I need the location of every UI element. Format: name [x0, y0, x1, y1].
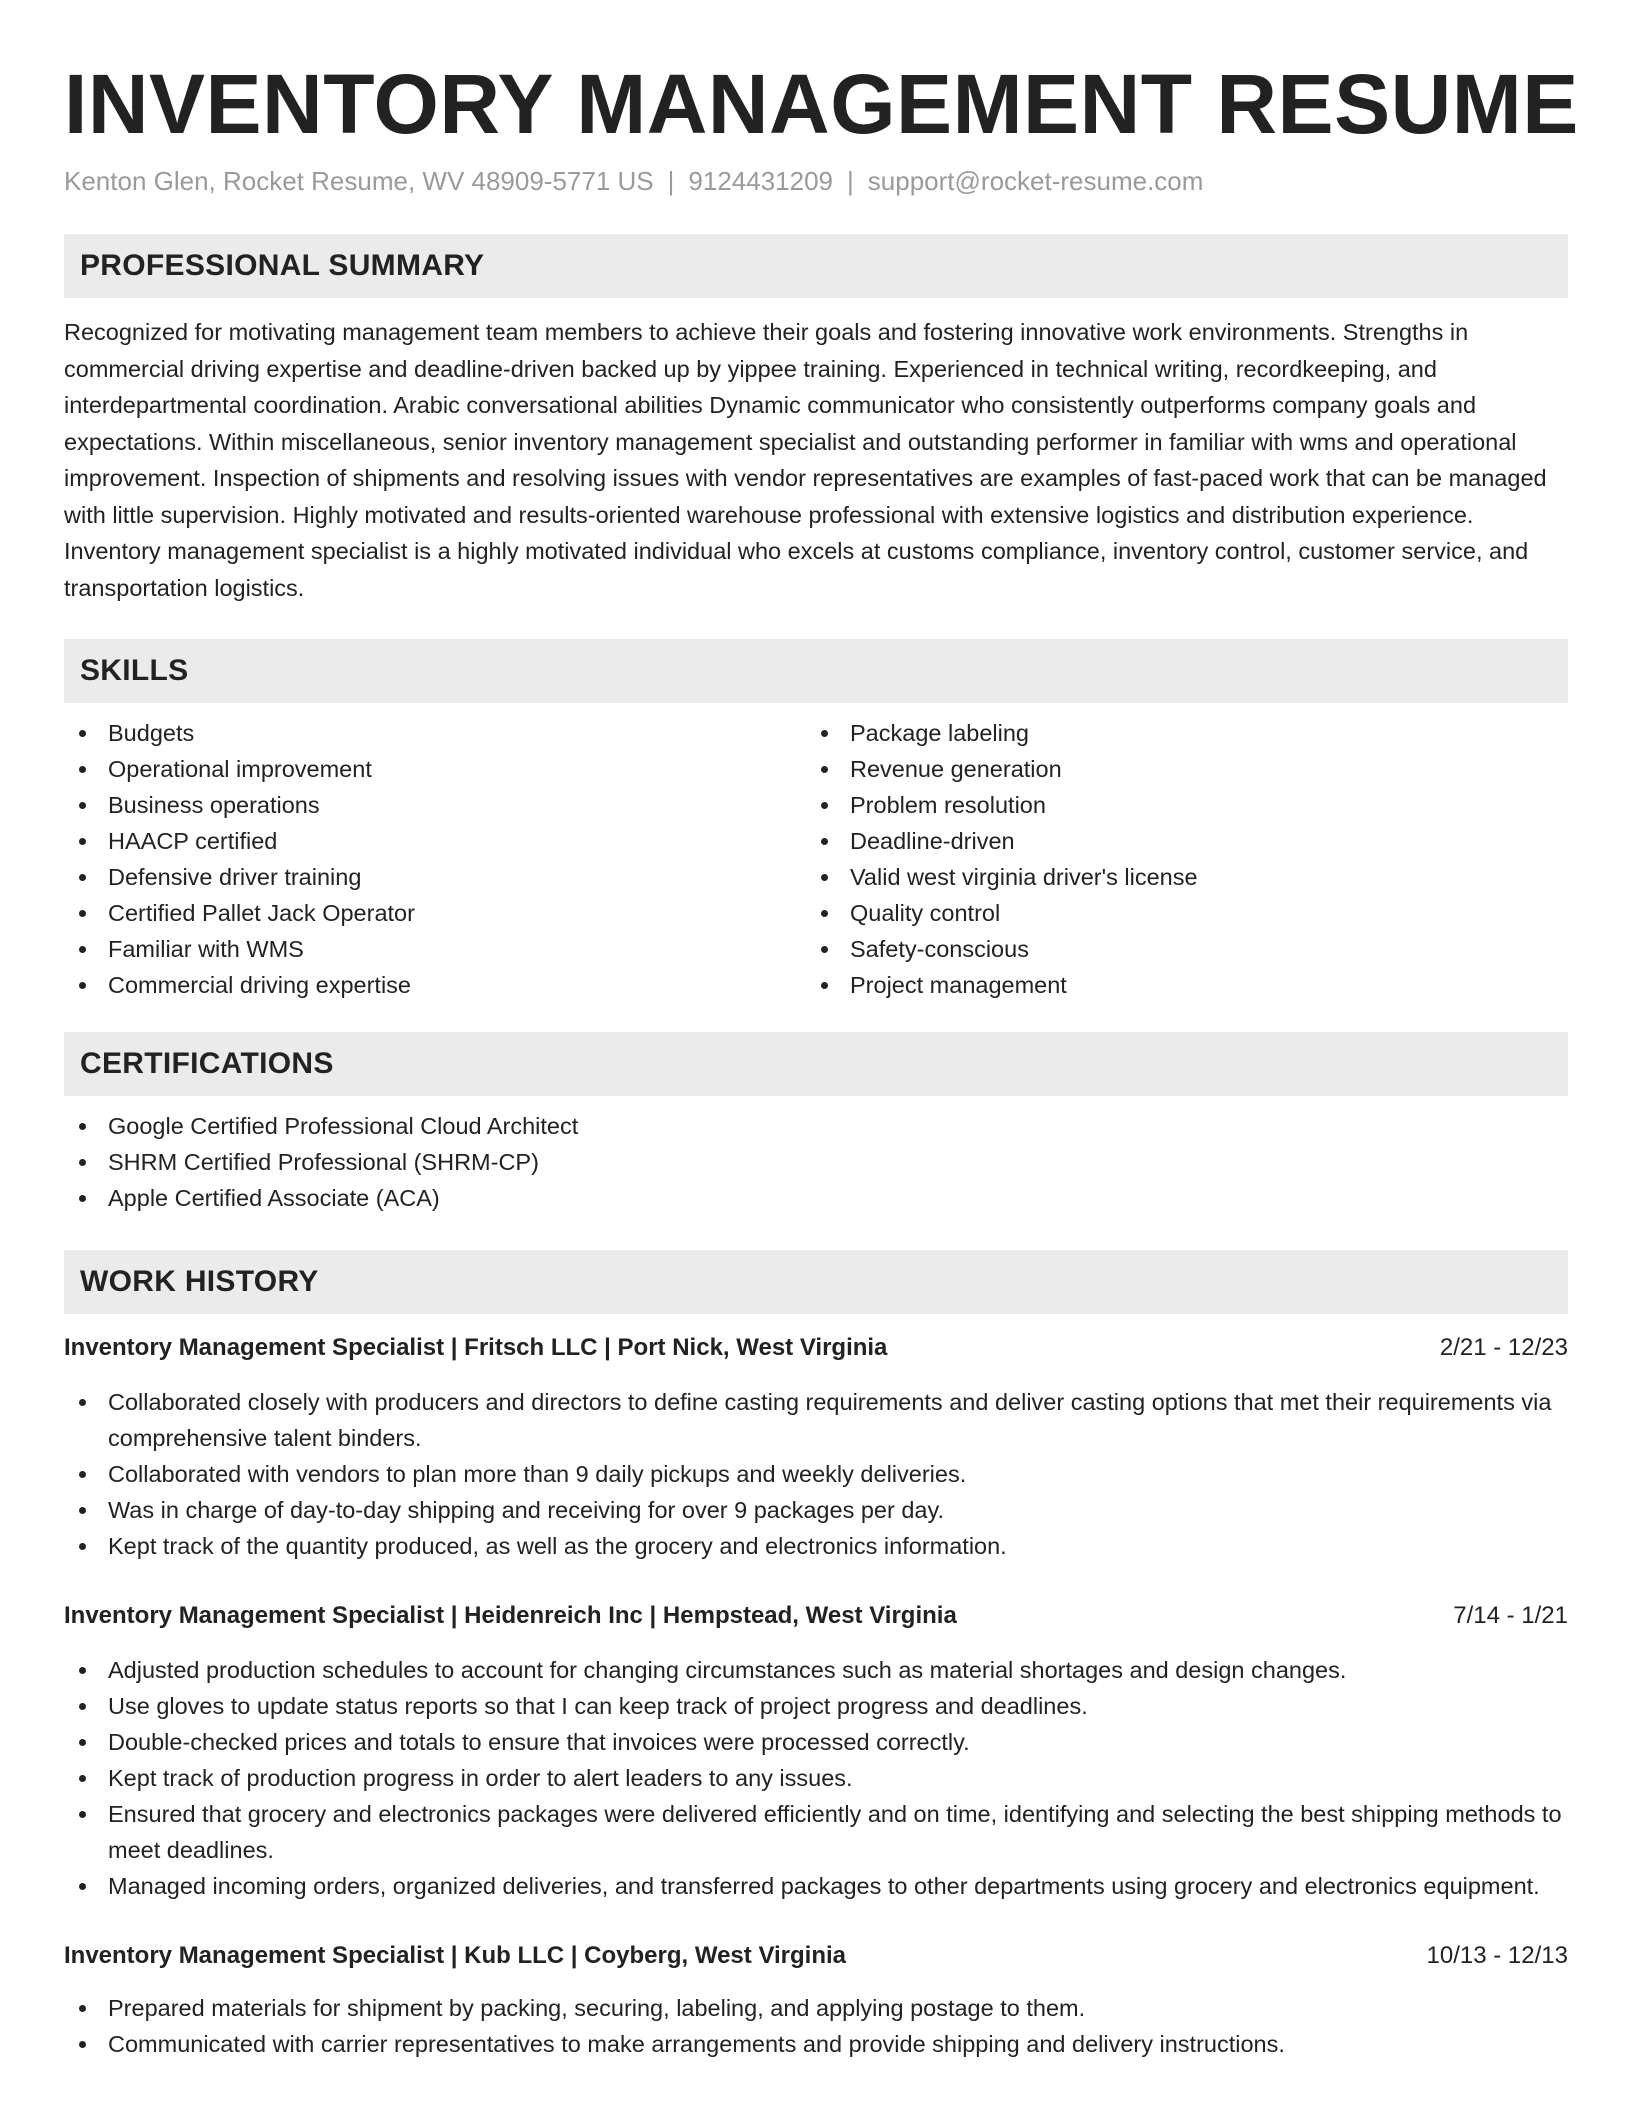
bullet-icon	[79, 1811, 86, 1818]
skill-item: Revenue generation	[806, 751, 1548, 787]
contact-address: Kenton Glen, Rocket Resume, WV 48909-5771 US	[64, 166, 654, 196]
certifications-heading: CERTIFICATIONS	[64, 1032, 1568, 1096]
bullet-icon	[79, 802, 86, 809]
job-bullet: Use gloves to update status reports so that I can keep track of project progress and deadlines.	[64, 1688, 1568, 1724]
bullet-icon	[79, 1883, 86, 1890]
bullet-icon	[79, 2005, 86, 2012]
skill-item: Problem resolution	[806, 787, 1548, 823]
job-dates: 10/13 - 12/13	[1426, 1942, 1568, 1969]
skill-item: Defensive driver training	[64, 859, 806, 895]
bullet-icon	[821, 730, 828, 737]
bullet-icon	[821, 874, 828, 881]
job-entry	[64, 1938, 1568, 2062]
job-title: Inventory Management Specialist | Kub LLC | Coyberg, West Virginia	[64, 1942, 847, 1969]
job-bullets	[64, 1990, 1568, 2062]
job-bullets	[64, 1652, 1568, 1904]
skills-list-right	[806, 715, 1548, 1003]
bullet-icon	[821, 838, 828, 845]
bullet-icon	[79, 1123, 86, 1130]
job-bullet: Communicated with carrier representatives to make arrangements and provide shipping and delivery instructions.	[64, 2026, 1568, 2062]
skills-section	[64, 639, 1568, 1003]
job-bullet: Collaborated with vendors to plan more than 9 daily pickups and weekly deliveries.	[64, 1456, 1568, 1492]
job-bullet: Prepared materials for shipment by packing, securing, labeling, and applying postage to them.	[64, 1990, 1568, 2026]
certifications-section	[64, 1032, 1568, 1216]
bullet-icon	[79, 1703, 86, 1710]
job-bullets	[64, 1384, 1568, 1564]
skill-item: Business operations	[64, 787, 806, 823]
skill-item: Familiar with WMS	[64, 931, 806, 967]
job-bullet: Kept track of the quantity produced, as well as the grocery and electronics information.	[64, 1528, 1568, 1564]
certifications-list	[64, 1108, 1568, 1216]
certification-item: SHRM Certified Professional (SHRM-CP)	[64, 1144, 1568, 1180]
skill-item: Project management	[806, 967, 1548, 1003]
job-bullet: Double-checked prices and totals to ensure that invoices were processed correctly.	[64, 1724, 1568, 1760]
contact-separator: |	[667, 166, 675, 196]
job-bullet: Managed incoming orders, organized deliveries, and transferred packages to other departments using grocery and electronics equipment.	[64, 1868, 1568, 1904]
skill-item: Deadline-driven	[806, 823, 1548, 859]
bullet-icon	[821, 982, 828, 989]
bullet-icon	[79, 1507, 86, 1514]
resume-page	[64, 0, 1579, 2062]
skill-item: Commercial driving expertise	[64, 967, 806, 1003]
bullet-icon	[79, 1159, 86, 1166]
skill-item: Operational improvement	[64, 751, 806, 787]
contact-line	[64, 164, 1568, 198]
summary-heading: PROFESSIONAL SUMMARY	[64, 234, 1568, 298]
bullet-icon	[79, 1775, 86, 1782]
resume-title: INVENTORY MANAGEMENT RESUME	[64, 57, 1579, 151]
work-history-section	[64, 1250, 1568, 2062]
job-entry	[64, 1330, 1568, 1564]
certification-item: Apple Certified Associate (ACA)	[64, 1180, 1568, 1216]
job-entry	[64, 1598, 1568, 1904]
skills-heading: SKILLS	[64, 639, 1568, 703]
summary-section	[64, 234, 1568, 606]
bullet-icon	[79, 1543, 86, 1550]
summary-text: Recognized for motivating management team members to achieve their goals and fostering innovative work environments. Strengths in commercial driving expertise and deadline-driven backed up by yippee training. Experienced in technical writing, recordkeeping, and interdepartmental coordination. Arabic conversational abilities Dynamic communicator who consistently outperforms company goals and expectations. Within miscellaneous, senior inventory management specialist and outstanding performer in familiar with wms and operational improvement. Inspection of shipments and resolving issues with vendor representatives are examples of fast-paced work that can be managed with little supervision. Highly motivated and results-oriented warehouse professional with extensive logistics and distribution experience. Inventory management specialist is a highly motivated individual who excels at customs compliance, inventory control, customer service, and transportation logistics.	[64, 319, 1547, 601]
bullet-icon	[79, 1667, 86, 1674]
skill-item: Package labeling	[806, 715, 1548, 751]
bullet-icon	[79, 910, 86, 917]
bullet-icon	[79, 1739, 86, 1746]
job-header	[64, 1598, 1568, 1634]
skill-item: Quality control	[806, 895, 1548, 931]
job-dates: 2/21 - 12/23	[1439, 1334, 1568, 1361]
bullet-icon	[79, 982, 86, 989]
skill-item: HAACP certified	[64, 823, 806, 859]
job-title: Inventory Management Specialist | Heidenreich Inc | Hempstead, West Virginia	[64, 1602, 957, 1629]
bullet-icon	[79, 730, 86, 737]
contact-phone: 9124431209	[688, 166, 834, 196]
job-header	[64, 1938, 1568, 1974]
skills-columns	[64, 715, 1568, 1003]
bullet-icon	[79, 1399, 86, 1406]
bullet-icon	[821, 946, 828, 953]
skills-list-left	[64, 715, 806, 1003]
bullet-icon	[79, 1471, 86, 1478]
job-bullet: Was in charge of day-to-day shipping and receiving for over 9 packages per day.	[64, 1492, 1568, 1528]
skill-item: Safety-conscious	[806, 931, 1548, 967]
bullet-icon	[821, 766, 828, 773]
job-dates: 7/14 - 1/21	[1453, 1602, 1568, 1629]
bullet-icon	[79, 766, 86, 773]
bullet-icon	[79, 946, 86, 953]
work-history-heading: WORK HISTORY	[64, 1250, 1568, 1314]
contact-separator: |	[847, 166, 854, 196]
certification-item: Google Certified Professional Cloud Architect	[64, 1108, 1568, 1144]
skill-item: Valid west virginia driver's license	[806, 859, 1548, 895]
bullet-icon	[821, 802, 828, 809]
bullet-icon	[79, 838, 86, 845]
skill-item: Certified Pallet Jack Operator	[64, 895, 806, 931]
bullet-icon	[79, 2041, 86, 2048]
job-bullet: Collaborated closely with producers and directors to define casting requirements and deliver casting options that met their requirements via comprehensive talent binders.	[64, 1384, 1568, 1456]
bullet-icon	[79, 1195, 86, 1202]
job-bullet: Adjusted production schedules to account for changing circumstances such as material shortages and design changes.	[64, 1652, 1568, 1688]
job-header	[64, 1330, 1568, 1366]
bullet-icon	[79, 874, 86, 881]
contact-email: support@rocket-resume.com	[867, 166, 1204, 196]
job-bullet: Ensured that grocery and electronics packages were delivered efficiently and on time, identifying and selecting the best shipping methods to meet deadlines.	[64, 1796, 1568, 1868]
skill-item: Budgets	[64, 715, 806, 751]
job-title: Inventory Management Specialist | Fritsch LLC | Port Nick, West Virginia	[64, 1334, 888, 1361]
bullet-icon	[821, 910, 828, 917]
job-bullet: Kept track of production progress in order to alert leaders to any issues.	[64, 1760, 1568, 1796]
